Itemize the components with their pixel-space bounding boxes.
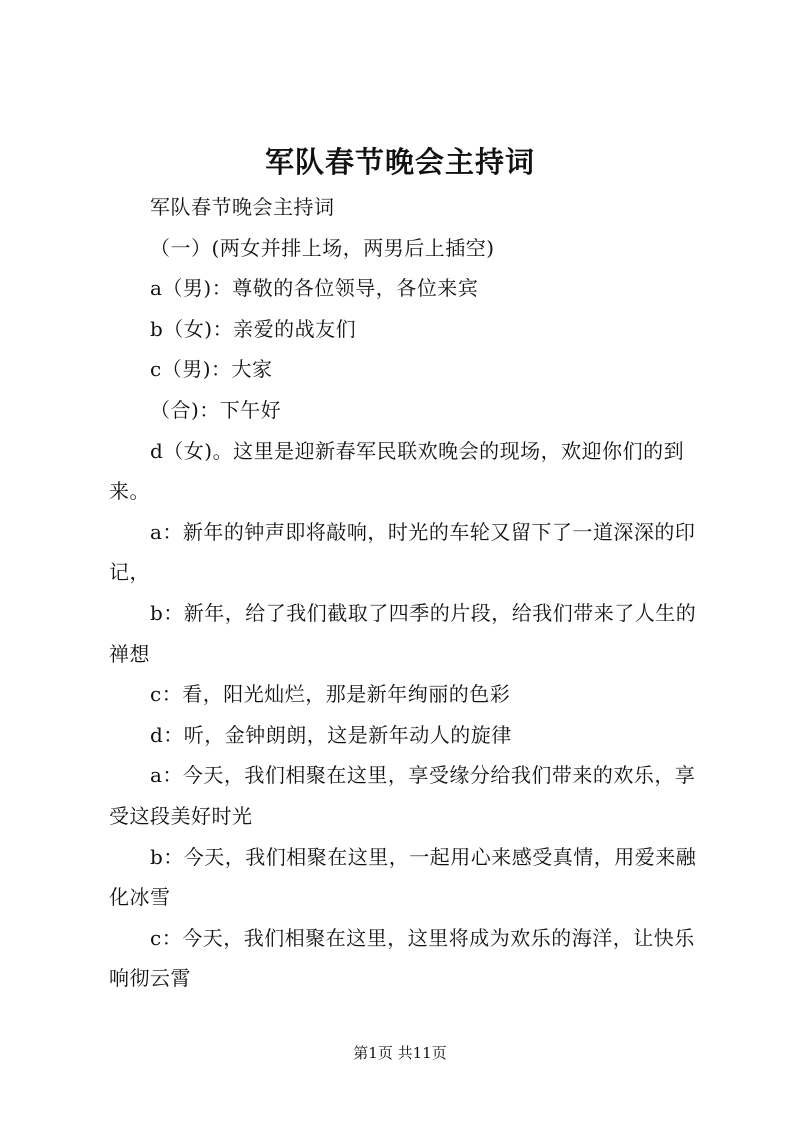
paragraph: b：新年，给了我们截取了四季的片段，给我们带来了人生的禅想 xyxy=(109,600,697,666)
paragraph: c：今天，我们相聚在这里，这里将成为欢乐的海洋，让快乐响彻云霄 xyxy=(109,925,695,991)
page-number: 第1页 共11页 xyxy=(353,1044,447,1062)
paragraph: （合)：下午好 xyxy=(150,397,282,422)
paragraph: （一）(两女并排上场，两男后上插空) xyxy=(150,235,495,260)
paragraph: 军队春节晚会主持词 xyxy=(150,195,335,219)
paragraph: b：今天，我们相聚在这里，一起用心来感受真情，用爱来融化冰雪 xyxy=(109,844,697,910)
paragraph: b（女)：亲爱的战友们 xyxy=(150,316,357,341)
paragraph: c：看，阳光灿烂，那是新年绚丽的色彩 xyxy=(150,682,511,707)
paragraph: a：新年的钟声即将敲响，时光的车轮又留下了一道深深的印记， xyxy=(109,519,696,585)
paragraph: d（女)。这里是迎新春军民联欢晚会的现场，欢迎你们的到来。 xyxy=(109,438,685,504)
paragraph: a：今天，我们相聚在这里，享受缘分给我们带来的欢乐，享受这段美好时光 xyxy=(109,763,696,828)
paragraph: a（男)：尊敬的各位领导，各位来宾 xyxy=(150,276,479,301)
document-body xyxy=(109,187,701,999)
page-title: 军队春节晚会主持词 xyxy=(264,145,535,179)
paragraph: c（男)：大家 xyxy=(150,357,273,382)
paragraph: d：听，金钟朗朗，这是新年动人的旋律 xyxy=(150,722,512,747)
